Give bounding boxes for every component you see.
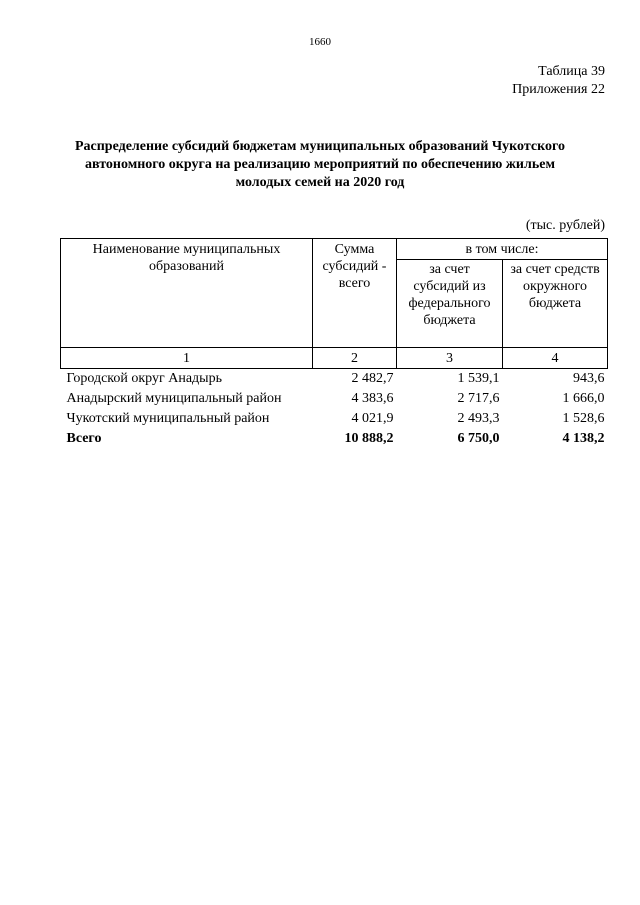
header-district: за счет средств окружного бюджета: [503, 260, 608, 348]
table-number: Таблица 39: [538, 64, 605, 79]
total-federal: 6 750,0: [457, 431, 500, 446]
total-sum: 10 888,2: [344, 431, 394, 446]
page-number: 1660: [309, 36, 331, 48]
units-label: (тыс. рублей): [525, 218, 605, 233]
title-line-2: автономного округа на реализацию мероприятий по обеспечению жильем: [84, 157, 556, 172]
column-number: 1: [61, 348, 313, 369]
column-number: 3: [397, 348, 503, 369]
row-name: Городской округ Анадырь: [66, 371, 222, 386]
header-name: Наименование муниципальных образований: [61, 239, 313, 348]
row-total: 2 482,7: [351, 371, 394, 386]
document-title: [60, 138, 580, 192]
table-row: [61, 389, 608, 409]
row-name: Анадырский муниципальный район: [66, 391, 282, 406]
title-line-3: молодых семей на 2020 год: [235, 175, 405, 190]
header-federal: за счет субсидий из федерального бюджета: [397, 260, 503, 348]
table-reference: [512, 63, 605, 99]
column-number: 2: [313, 348, 397, 369]
row-federal: 1 539,1: [457, 371, 500, 386]
table-row: [61, 409, 608, 429]
row-total: 4 383,6: [351, 391, 394, 406]
header-row: [61, 239, 608, 260]
row-name: Чукотский муниципальный район: [66, 411, 270, 426]
row-total: 4 021,9: [351, 411, 394, 426]
total-district: 4 138,2: [562, 431, 605, 446]
column-number-row: [61, 348, 608, 369]
appendix-number: Приложения 22: [512, 82, 605, 97]
header-including: в том числе:: [397, 239, 608, 260]
row-federal: 2 717,6: [457, 391, 500, 406]
row-district: 1 666,0: [562, 391, 605, 406]
table-row: [61, 369, 608, 390]
total-row: [61, 429, 608, 449]
row-district: 943,6: [573, 371, 605, 386]
total-label: Всего: [66, 431, 102, 446]
header-total: Сумма субсидий - всего: [313, 239, 397, 348]
subsidy-table: [60, 238, 608, 449]
title-line-1: Распределение субсидий бюджетам муниципальных образований Чукотского: [74, 139, 566, 154]
column-number: 4: [503, 348, 608, 369]
row-district: 1 528,6: [562, 411, 605, 426]
row-federal: 2 493,3: [457, 411, 500, 426]
